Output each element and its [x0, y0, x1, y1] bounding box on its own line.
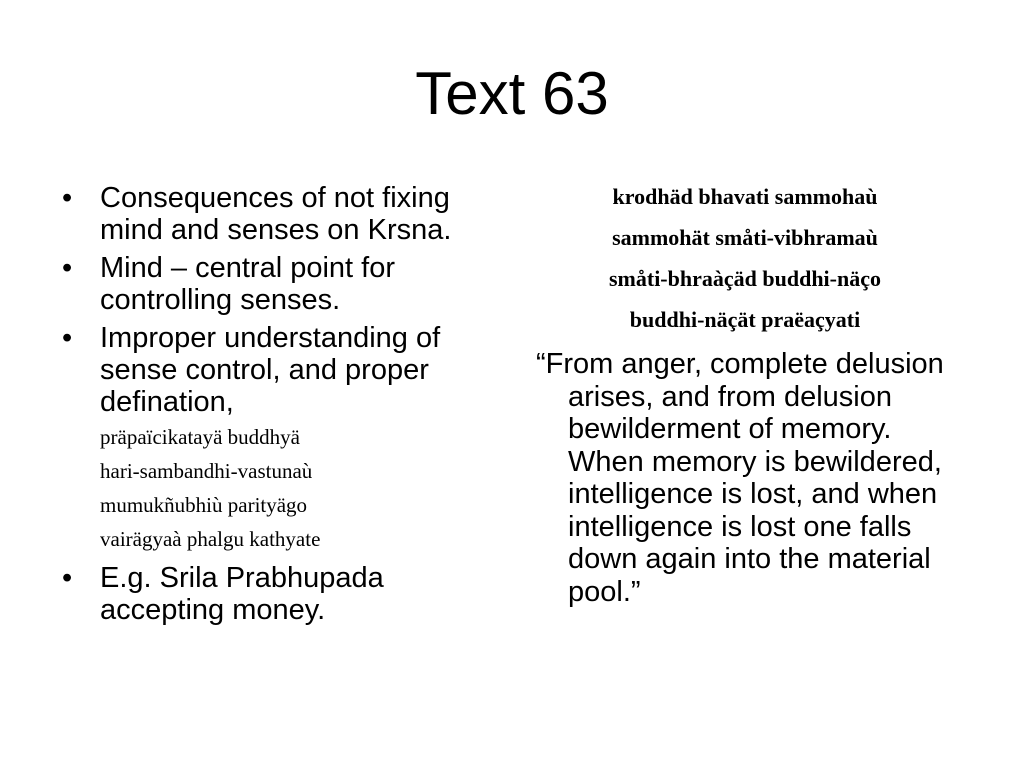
verse-line: präpaïcikatayä buddhyä	[100, 425, 300, 449]
bullet-dot-icon: •	[62, 252, 73, 284]
bullet-text: E.g. Srila Prabhupada accepting money.	[100, 562, 384, 626]
sanskrit-line: småti-bhraàçäd buddhi-näço	[608, 266, 881, 291]
verse-translation: “From anger, complete delusion arises, and from delusion bewilderment of memory. When memory is bewildered, intelligence is lost, and when intelligence is lost one falls down again into the material pool.”	[536, 348, 944, 608]
bullet-dot-icon: •	[62, 322, 73, 354]
bullet-item-consequences	[62, 182, 482, 246]
sanskrit-line: sammohät småti-vibhramaù	[612, 225, 878, 250]
bullet-dot-icon: •	[62, 182, 73, 214]
verse-line: mumukñubhiù parityägo	[100, 493, 308, 517]
sanskrit-line: buddhi-näçät praëaçyati	[629, 307, 861, 332]
bullet-item-improper-understanding	[62, 322, 482, 556]
verse-block	[100, 420, 482, 556]
left-column	[62, 182, 482, 632]
sanskrit-verse	[530, 176, 960, 340]
verse-line: vairägyaà phalgu kathyate	[100, 527, 321, 551]
bullet-list	[62, 182, 482, 626]
slide-title: Text 63	[415, 60, 609, 127]
bullet-text: Improper understanding of sense control, and proper defination,	[100, 322, 441, 418]
bullet-dot-icon: •	[62, 562, 73, 594]
bullet-item-example	[62, 562, 482, 626]
bullet-item-mind	[62, 252, 482, 316]
verse-line: hari-sambandhi-vastunaù	[100, 459, 313, 483]
bullet-text: Mind – central point for controlling senses.	[100, 252, 395, 316]
right-column	[530, 176, 970, 608]
bullet-text: Consequences of not fixing mind and senses on Krsna.	[100, 182, 452, 246]
sanskrit-line: krodhäd bhavati sammohaù	[612, 184, 878, 209]
